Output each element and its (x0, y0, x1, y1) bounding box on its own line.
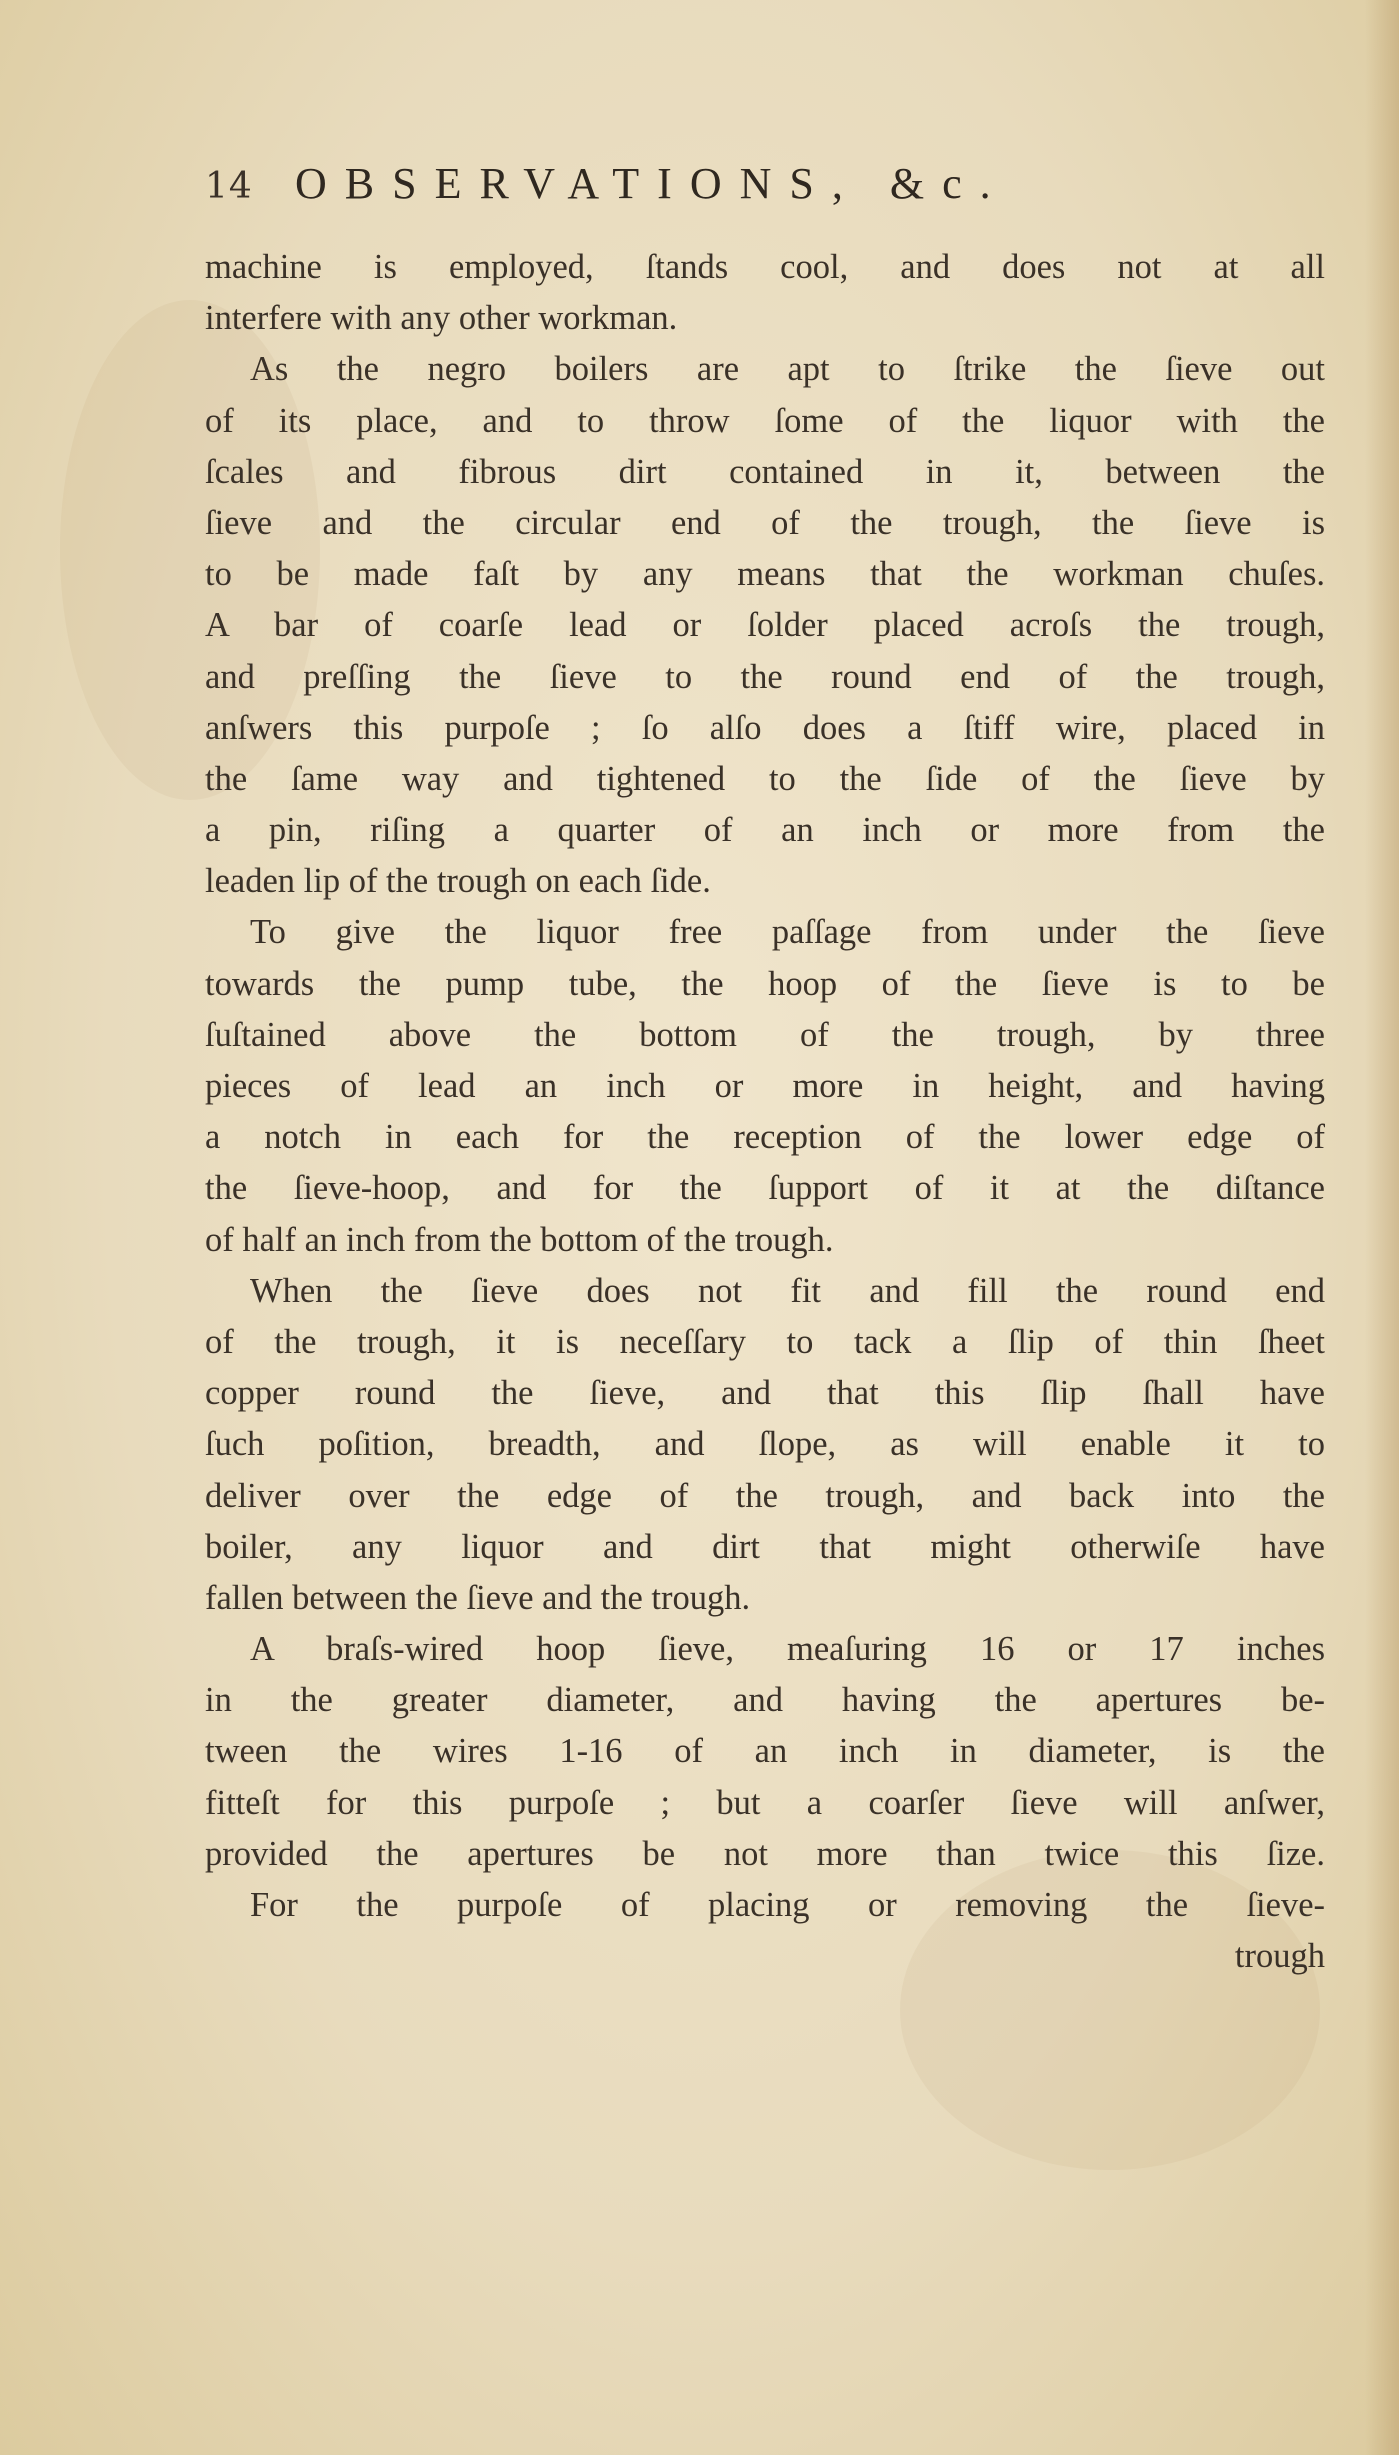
text-line: to be made faſt by any means that the workman chuſes. (205, 555, 1325, 594)
text-line: in the greater diameter, and having the apertures be- (205, 1681, 1325, 1720)
text-line: When the ſieve does not fit and fill the round end (250, 1271, 1325, 1310)
text-line: As the negro boilers are apt to ſtrike the ſieve out (250, 350, 1325, 389)
body-text (205, 242, 1325, 1982)
text-line: a pin, riſing a quarter of an inch or more from the (205, 811, 1325, 850)
page-number: 14 (205, 166, 253, 207)
text-line: fitteſt for this purpoſe ; but a coarſer ſieve will anſwer, (205, 1783, 1325, 1822)
text-line: of its place, and to throw ſome of the liquor with the (205, 401, 1325, 440)
text-line: the ſame way and tightened to the ſide of the ſieve by (205, 759, 1325, 798)
text-line: provided the apertures be not more than twice this ſize. (205, 1834, 1325, 1873)
text-line: of the trough, it is neceſſary to tack a ſlip of thin ſheet (205, 1322, 1325, 1361)
text-line: A bar of coarſe lead or ſolder placed acroſs the trough, (205, 606, 1325, 645)
text-line: of half an inch from the bottom of the trough. (205, 1220, 834, 1259)
text-line: tween the wires 1-16 of an inch in diameter, is the (205, 1732, 1325, 1771)
page-edge-shadow (1365, 0, 1399, 2455)
text-line: anſwers this purpoſe ; ſo alſo does a ſtiff wire, placed in (205, 708, 1325, 747)
text-line: fallen between the ſieve and the trough. (205, 1578, 751, 1617)
page-header (205, 158, 1205, 228)
text-line: ſieve and the circular end of the trough, the ſieve is (205, 503, 1325, 542)
running-head: OBSERVATIONS, &c. (295, 159, 1009, 208)
catchword: trough (1234, 1937, 1325, 1976)
text-line: To give the liquor free paſſage from under the ſieve (250, 913, 1325, 952)
text-line: ſuch poſition, breadth, and ſlope, as will enable it to (205, 1425, 1325, 1464)
text-line: boiler, any liquor and dirt that might otherwiſe have (205, 1527, 1325, 1566)
text-line: A braſs-wired hoop ſieve, meaſuring 16 or 17 inches (250, 1630, 1325, 1669)
text-line: ſuſtained above the bottom of the trough, by three (205, 1015, 1325, 1054)
text-line: interfere with any other workman. (205, 299, 678, 338)
text-line: machine is employed, ſtands cool, and does not at all (205, 248, 1325, 286)
text-line: and preſſing the ſieve to the round end of the trough, (205, 657, 1325, 696)
text-line: pieces of lead an inch or more in height, and having (205, 1067, 1325, 1105)
text-line: leaden lip of the trough on each ſide. (205, 862, 711, 901)
text-line: towards the pump tube, the hoop of the ſieve is to be (205, 964, 1325, 1003)
text-line: deliver over the edge of the trough, and back into the (205, 1476, 1325, 1515)
text-line: a notch in each for the reception of the lower edge of (205, 1118, 1325, 1157)
text-line: For the purpoſe of placing or removing the ſieve- (250, 1886, 1325, 1924)
text-line: copper round the ſieve, and that this ſlip ſhall have (205, 1374, 1325, 1413)
text-line: the ſieve-hoop, and for the ſupport of it at the diſtance (205, 1169, 1325, 1208)
text-line: ſcales and fibrous dirt contained in it, between the (205, 452, 1325, 491)
